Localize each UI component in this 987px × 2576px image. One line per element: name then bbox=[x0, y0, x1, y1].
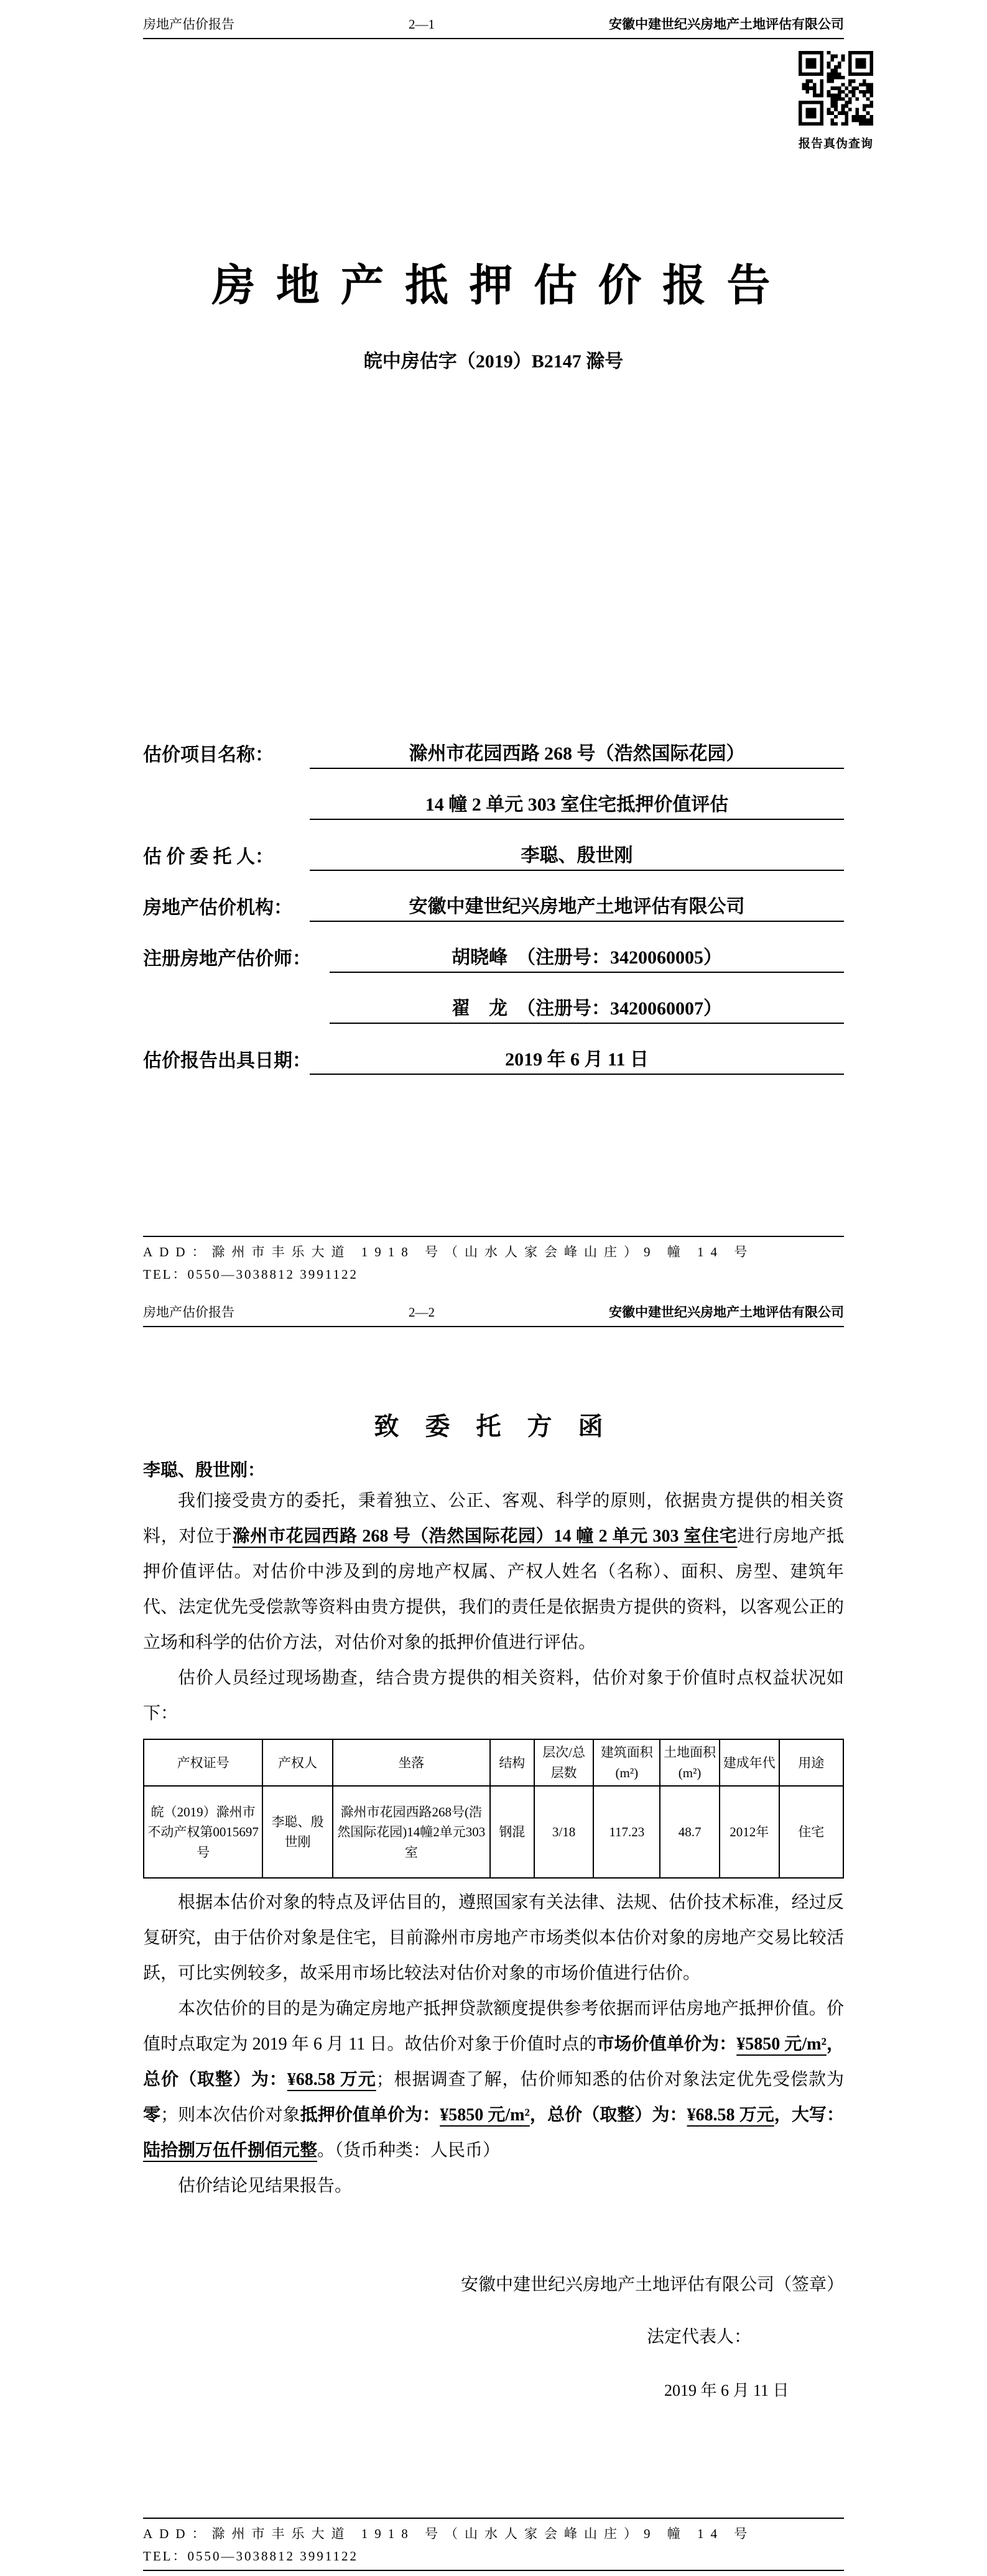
col-header-owner: 产权人 bbox=[262, 1739, 333, 1786]
mortgage-total-price-value: ¥68.58 万元 bbox=[687, 2105, 774, 2125]
header-company-name: 安徽中建世纪兴房地产土地评估有限公司 bbox=[609, 17, 844, 32]
valuation-result-paragraph bbox=[143, 1991, 844, 2168]
label-spacer bbox=[143, 1021, 330, 1024]
client-value: 李聪、殷世刚 bbox=[310, 840, 844, 871]
letter-page bbox=[0, 1288, 987, 2576]
report-main-title: 房 地 产 抵 押 估 价 报 告 bbox=[211, 262, 776, 311]
footer-address: ADD：滁州市丰乐大道 1918 号（山水人家会峰山庄）9 幢 14 号 bbox=[143, 2526, 754, 2541]
col-header-land-area: 土地面积(m²) bbox=[660, 1739, 720, 1786]
mortgage-unit-price-label: 抵押价值单价为： bbox=[300, 2105, 440, 2125]
form-row-appraiser-1 bbox=[143, 922, 844, 973]
table-data-row bbox=[144, 1786, 843, 1878]
footer-rule bbox=[143, 2518, 844, 2519]
cell-structure: 钢混 bbox=[490, 1786, 534, 1878]
subject-address-highlight: 滁州市花园西路 268 号（浩然国际花园）14 幢 2 单元 303 室住宅 bbox=[232, 1527, 738, 1547]
form-row-project-name bbox=[143, 718, 844, 769]
agency-label: 房地产估价机构： bbox=[143, 898, 292, 919]
signature-date: 2019 年 6 月 11 日 bbox=[664, 2381, 789, 2400]
footer-rule bbox=[143, 1236, 844, 1237]
footer-telephone: TEL：0550—3038812 3991122 bbox=[143, 2549, 358, 2564]
report-number: 皖中房估字（2019）B2147 滁号 bbox=[363, 351, 624, 372]
project-name-value-line1: 滁州市花园西路 268 号（浩然国际花园） bbox=[310, 738, 844, 769]
survey-paragraph: 估价人员经过现场勘查，结合贵方提供的相关资料，估价对象于价值时点权益状况如下： bbox=[143, 1668, 844, 1724]
footer-address: ADD：滁州市丰乐大道 1918 号（山水人家会峰山庄）9 幢 14 号 bbox=[143, 1244, 754, 1259]
connector-text: ；则本次估价对象 bbox=[160, 2105, 300, 2125]
cell-land-area: 48.7 bbox=[660, 1786, 720, 1878]
page1-running-header bbox=[143, 0, 844, 39]
currency-note: 。（货币种类：人民币） bbox=[317, 2141, 501, 2161]
mortgage-total-price-label: ，总价（取整）为： bbox=[529, 2105, 687, 2125]
project-name-value-line2: 14 幢 2 单元 303 室住宅抵押价值评估 bbox=[310, 789, 844, 820]
intro-text-1: 我们接受贵方的委托，秉着独立、公正、客观、科学的原则，依据贵方提供的相关资料，对位于 bbox=[143, 1491, 844, 1547]
cell-build-year: 2012年 bbox=[720, 1786, 779, 1878]
header-page-number: 2—2 bbox=[409, 1305, 435, 1320]
conclusion-paragraph: 估价结论见结果报告。 bbox=[178, 2176, 353, 2196]
issue-date-value: 2019 年 6 月 11 日 bbox=[310, 1044, 844, 1075]
legal-representative-label: 法定代表人： bbox=[647, 2327, 752, 2347]
qr-block bbox=[789, 51, 883, 151]
cell-location: 滁州市花园西路268号(浩然国际花园)14幢2单元303室 bbox=[333, 1786, 490, 1878]
client-label: 估 价 委 托 人： bbox=[143, 847, 274, 868]
page2-footer bbox=[143, 2518, 844, 2571]
label-spacer bbox=[143, 817, 310, 820]
cell-owner: 李聪、殷世刚 bbox=[262, 1786, 333, 1878]
method-paragraph: 根据本估价对象的特点及评估目的，遵照国家有关法律、法规、估价技术标准，经过反复研究，由于估价对象是住宅，目前滁州市房地产市场类似本估价对象的房地产交易比较活跃，可比实例较多，故采用市场比较法对估价对象的市场价值进行估价。 bbox=[143, 1893, 844, 1984]
cell-building-area: 117.23 bbox=[593, 1786, 660, 1878]
cell-floor: 3/18 bbox=[534, 1786, 594, 1878]
col-header-cert-no: 产权证号 bbox=[144, 1739, 262, 1786]
header-page-number: 2—1 bbox=[409, 17, 435, 32]
qr-code bbox=[799, 51, 873, 126]
cover-form bbox=[143, 718, 844, 1075]
form-row-issue-date bbox=[143, 1024, 844, 1075]
appraiser-2-value: 翟 龙 （注册号：3420060007） bbox=[330, 993, 844, 1024]
header-company-name: 安徽中建世纪兴房地产土地评估有限公司 bbox=[609, 1305, 844, 1320]
col-header-build-year: 建成年代 bbox=[720, 1739, 779, 1786]
col-header-building-area: 建筑面积(m²) bbox=[593, 1739, 660, 1786]
priority-claim-text: ；根据调查了解，估价师知悉的估价对象法定优先受偿款为 bbox=[376, 2070, 844, 2090]
purpose-text: 本次估价的目的是为确定房地产抵押贷款额度提供参考依据而评估房地产抵押价值。价值时点取定为 2019 年 6 月 11 日。故估价对象于价值时点的 bbox=[143, 1999, 844, 2054]
signature-company-line: 安徽中建世纪兴房地产土地评估有限公司（签章） bbox=[460, 2275, 844, 2295]
page2-running-header bbox=[143, 1288, 844, 1327]
header-doc-title: 房地产估价报告 bbox=[143, 17, 234, 32]
project-name-label: 估价项目名称： bbox=[143, 745, 274, 766]
priority-claim-zero: 零 bbox=[143, 2105, 161, 2125]
col-header-location: 坐落 bbox=[333, 1739, 490, 1786]
issue-date-label: 估价报告出具日期： bbox=[143, 1051, 311, 1072]
form-row-client bbox=[143, 820, 844, 871]
market-unit-price-label: 市场价值单价为： bbox=[596, 2035, 737, 2054]
appraiser-label: 注册房地产估价师： bbox=[143, 949, 311, 970]
form-row-project-name-cont bbox=[143, 769, 844, 820]
col-header-use: 用途 bbox=[779, 1739, 844, 1786]
letter-intro-paragraph bbox=[143, 1483, 844, 1660]
market-total-price-label: ，总价（取整）为： bbox=[143, 2035, 844, 2090]
form-row-appraiser-2 bbox=[143, 973, 844, 1024]
market-unit-price-value: ¥5850 元/m² bbox=[736, 2035, 827, 2054]
property-rights-table bbox=[143, 1739, 844, 1879]
letter-salutation: 李聪、殷世刚： bbox=[143, 1461, 266, 1481]
amount-in-words-label: ，大写： bbox=[774, 2105, 844, 2125]
footer-telephone: TEL：0550—3038812 3991122 bbox=[143, 1267, 358, 1282]
qr-caption: 报告真伪查询 bbox=[798, 137, 873, 150]
amount-in-words-value: 陆拾捌万伍仟捌佰元整 bbox=[143, 2141, 318, 2161]
appraiser-1-value: 胡晓峰 （注册号：3420060005） bbox=[330, 942, 844, 973]
intro-text-2: 进行房地产抵押价值评估。对估价中涉及到的房地产权属、产权人姓名（名称）、面积、房型、建筑年代、法定优先受偿款等资料由贵方提供，我们的责任是依据贵方提供的资料，以客观公正的立场和科学的估价方法，对估价对象的抵押价值进行评估。 bbox=[143, 1527, 844, 1653]
mortgage-unit-price-value: ¥5850 元/m² bbox=[440, 2105, 530, 2125]
agency-value: 安徽中建世纪兴房地产土地评估有限公司 bbox=[310, 891, 844, 922]
cell-use: 住宅 bbox=[779, 1786, 844, 1878]
form-row-agency bbox=[143, 871, 844, 922]
col-header-floor: 层次/总层数 bbox=[534, 1739, 594, 1786]
letter-title: 致 委 托 方 函 bbox=[374, 1412, 613, 1441]
page-bottom-rule bbox=[143, 2570, 844, 2571]
page1-footer bbox=[143, 1236, 844, 1283]
table-header-row bbox=[144, 1739, 843, 1786]
cell-cert-no: 皖（2019）滁州市不动产权第0015697号 bbox=[144, 1786, 262, 1878]
market-total-price-value: ¥68.58 万元 bbox=[287, 2070, 376, 2090]
header-doc-title: 房地产估价报告 bbox=[143, 1305, 234, 1320]
col-header-structure: 结构 bbox=[490, 1739, 534, 1786]
